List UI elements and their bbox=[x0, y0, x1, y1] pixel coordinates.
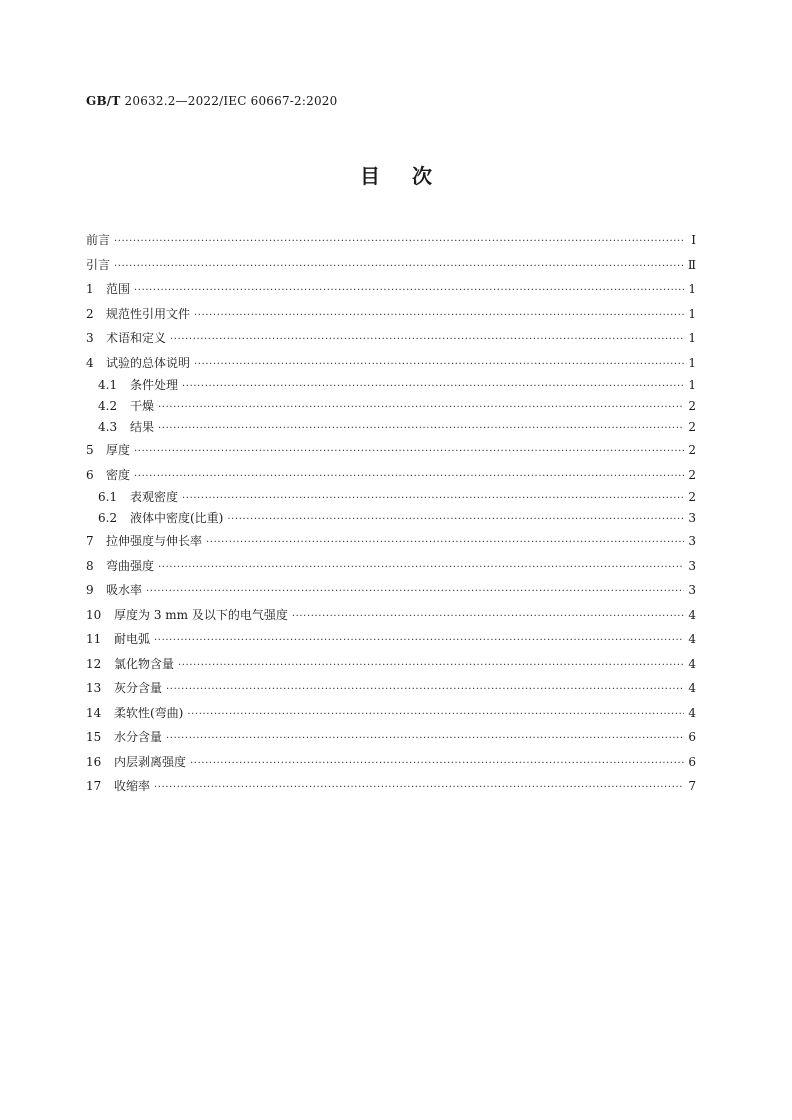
toc-entry-label: 液体中密度(比重) bbox=[130, 511, 224, 525]
toc-entry[interactable] bbox=[86, 351, 696, 376]
dot-leader bbox=[134, 465, 684, 490]
toc-entry-label: 引言 bbox=[86, 257, 111, 272]
toc-entry-page: 2 bbox=[688, 420, 696, 434]
toc-entry-number: 3 bbox=[86, 331, 94, 345]
toc-entry-page: 3 bbox=[688, 558, 696, 573]
toc-entry-label: 范围 bbox=[106, 282, 131, 296]
dot-leader bbox=[114, 255, 684, 280]
standard-code: 20632.2—2022/IEC 60667-2:2020 bbox=[120, 94, 338, 108]
standard-prefix: GB/T bbox=[86, 94, 121, 108]
toc-entry-page: 3 bbox=[688, 534, 696, 548]
toc-entry-number: 9 bbox=[86, 583, 94, 597]
toc-title: 目次 bbox=[360, 164, 464, 188]
dot-leader bbox=[187, 703, 684, 728]
toc-entry-page: 4 bbox=[688, 656, 696, 671]
toc-entry-number: 8 bbox=[86, 558, 94, 573]
dot-leader bbox=[182, 488, 684, 509]
toc-entry-number: 12 bbox=[86, 656, 102, 671]
dot-leader bbox=[158, 418, 684, 439]
toc-entry[interactable] bbox=[86, 627, 696, 652]
toc-entry-number: 4.3 bbox=[98, 420, 118, 434]
toc-entry-number: 4 bbox=[86, 355, 94, 370]
toc-entry-page: 2 bbox=[688, 490, 696, 504]
toc-entry-number: 16 bbox=[86, 754, 102, 769]
toc-entry-number: 6 bbox=[86, 467, 94, 482]
toc-entry[interactable] bbox=[86, 396, 696, 417]
dot-leader bbox=[166, 727, 684, 752]
toc-entry-number: 10 bbox=[86, 607, 102, 622]
toc-entry[interactable] bbox=[86, 438, 696, 463]
toc-entry[interactable] bbox=[86, 302, 696, 327]
toc-entry[interactable] bbox=[86, 326, 696, 351]
toc-entry-label: 密度 bbox=[106, 467, 131, 482]
toc-entry[interactable] bbox=[86, 676, 696, 701]
toc-entry-page: 4 bbox=[688, 681, 696, 695]
toc-entry[interactable] bbox=[86, 750, 696, 775]
toc-entry-label: 吸水率 bbox=[106, 583, 143, 597]
toc-entry[interactable] bbox=[86, 701, 696, 726]
toc-entry-page: 1 bbox=[688, 306, 696, 321]
toc-entry-page: 6 bbox=[688, 754, 696, 769]
toc-entry-number: 6.2 bbox=[98, 511, 118, 525]
toc-entry-label: 耐电弧 bbox=[114, 632, 151, 646]
toc-entry[interactable] bbox=[86, 508, 696, 529]
toc-entry-number: 11 bbox=[86, 632, 102, 646]
toc-entry[interactable] bbox=[86, 277, 696, 302]
toc-entry-label: 前言 bbox=[86, 233, 111, 247]
dot-leader bbox=[178, 654, 684, 679]
dot-leader bbox=[194, 304, 684, 329]
toc-entry-label: 氯化物含量 bbox=[114, 656, 175, 671]
dot-leader bbox=[170, 328, 684, 353]
toc-entry[interactable] bbox=[86, 487, 696, 508]
dot-leader bbox=[154, 776, 684, 801]
toc-entry-number: 17 bbox=[86, 779, 102, 793]
toc-entry[interactable] bbox=[86, 774, 696, 799]
toc-entry-label: 厚度 bbox=[106, 443, 131, 457]
toc-entry[interactable] bbox=[86, 417, 696, 438]
toc-entry-page: Ⅰ bbox=[691, 233, 696, 247]
toc-entry-label: 表观密度 bbox=[130, 490, 179, 504]
toc-entry-page: 4 bbox=[688, 607, 696, 622]
toc-entry-number: 5 bbox=[86, 443, 94, 457]
dot-leader bbox=[134, 440, 684, 465]
dot-leader bbox=[182, 376, 684, 397]
dot-leader bbox=[154, 629, 684, 654]
toc-entry-page: 2 bbox=[688, 399, 696, 413]
toc-entry-number: 15 bbox=[86, 730, 102, 744]
toc-entry-label: 厚度为 3 mm 及以下的电气强度 bbox=[114, 607, 288, 622]
toc-entry[interactable] bbox=[86, 554, 696, 579]
dot-leader bbox=[158, 556, 684, 581]
toc-entry-label: 收缩率 bbox=[114, 779, 151, 793]
toc-entry-number: 2 bbox=[86, 306, 94, 321]
dot-leader bbox=[206, 531, 684, 556]
toc-entry-label: 试验的总体说明 bbox=[106, 355, 191, 370]
toc-entry-label: 灰分含量 bbox=[114, 681, 163, 695]
dot-leader bbox=[158, 397, 684, 418]
standard-number bbox=[86, 94, 337, 108]
toc-entry-number: 4.1 bbox=[98, 378, 118, 392]
toc-entry-number: 1 bbox=[86, 282, 94, 296]
dot-leader bbox=[292, 605, 684, 630]
toc-entry-page: 1 bbox=[688, 282, 696, 296]
toc-entry-number: 7 bbox=[86, 534, 94, 548]
toc-entry-number: 6.1 bbox=[98, 490, 118, 504]
toc-entry-page: 3 bbox=[688, 583, 696, 597]
toc-entry-label: 术语和定义 bbox=[106, 331, 167, 345]
toc-entry-page: 7 bbox=[688, 779, 696, 793]
toc-entry-page: 1 bbox=[688, 378, 696, 392]
toc-entry[interactable] bbox=[86, 228, 696, 253]
toc-entry[interactable] bbox=[86, 725, 696, 750]
toc-entry-page: 4 bbox=[688, 705, 696, 720]
dot-leader bbox=[227, 509, 684, 530]
toc-entry[interactable] bbox=[86, 529, 696, 554]
toc-entry-label: 水分含量 bbox=[114, 730, 163, 744]
toc-entry[interactable] bbox=[86, 603, 696, 628]
toc-entry-page: Ⅱ bbox=[687, 257, 696, 272]
toc-entry[interactable] bbox=[86, 253, 696, 278]
toc-entry[interactable] bbox=[86, 375, 696, 396]
toc-entry-label: 柔软性(弯曲) bbox=[114, 705, 184, 720]
toc-entry-page: 3 bbox=[688, 511, 696, 525]
toc-entry-label: 规范性引用文件 bbox=[106, 306, 191, 321]
toc-entry-label: 弯曲强度 bbox=[106, 558, 155, 573]
dot-leader bbox=[166, 678, 684, 703]
toc-entry-page: 2 bbox=[688, 467, 696, 482]
dot-leader bbox=[190, 752, 684, 777]
toc-entry[interactable] bbox=[86, 652, 696, 677]
dot-leader bbox=[134, 279, 684, 304]
dot-leader bbox=[146, 580, 684, 605]
toc-entry-page: 2 bbox=[688, 443, 696, 457]
toc-entry[interactable] bbox=[86, 578, 696, 603]
dot-leader bbox=[114, 230, 684, 255]
dot-leader bbox=[194, 353, 684, 378]
toc-entry-number: 4.2 bbox=[98, 399, 118, 413]
toc-entry-label: 条件处理 bbox=[130, 378, 179, 392]
toc-entry-page: 1 bbox=[688, 355, 696, 370]
toc-entry-label: 内层剥离强度 bbox=[114, 754, 187, 769]
toc-entry-page: 6 bbox=[688, 730, 696, 744]
toc-entry-number: 14 bbox=[86, 705, 102, 720]
toc-entry-number: 13 bbox=[86, 681, 102, 695]
toc-entry-page: 4 bbox=[688, 632, 696, 646]
toc-entry-label: 干燥 bbox=[130, 399, 155, 413]
toc-entry-label: 结果 bbox=[130, 420, 155, 434]
table-of-contents bbox=[86, 228, 696, 799]
toc-entry-label: 拉伸强度与伸长率 bbox=[106, 534, 203, 548]
toc-entry[interactable] bbox=[86, 463, 696, 488]
toc-entry-page: 1 bbox=[688, 331, 696, 345]
